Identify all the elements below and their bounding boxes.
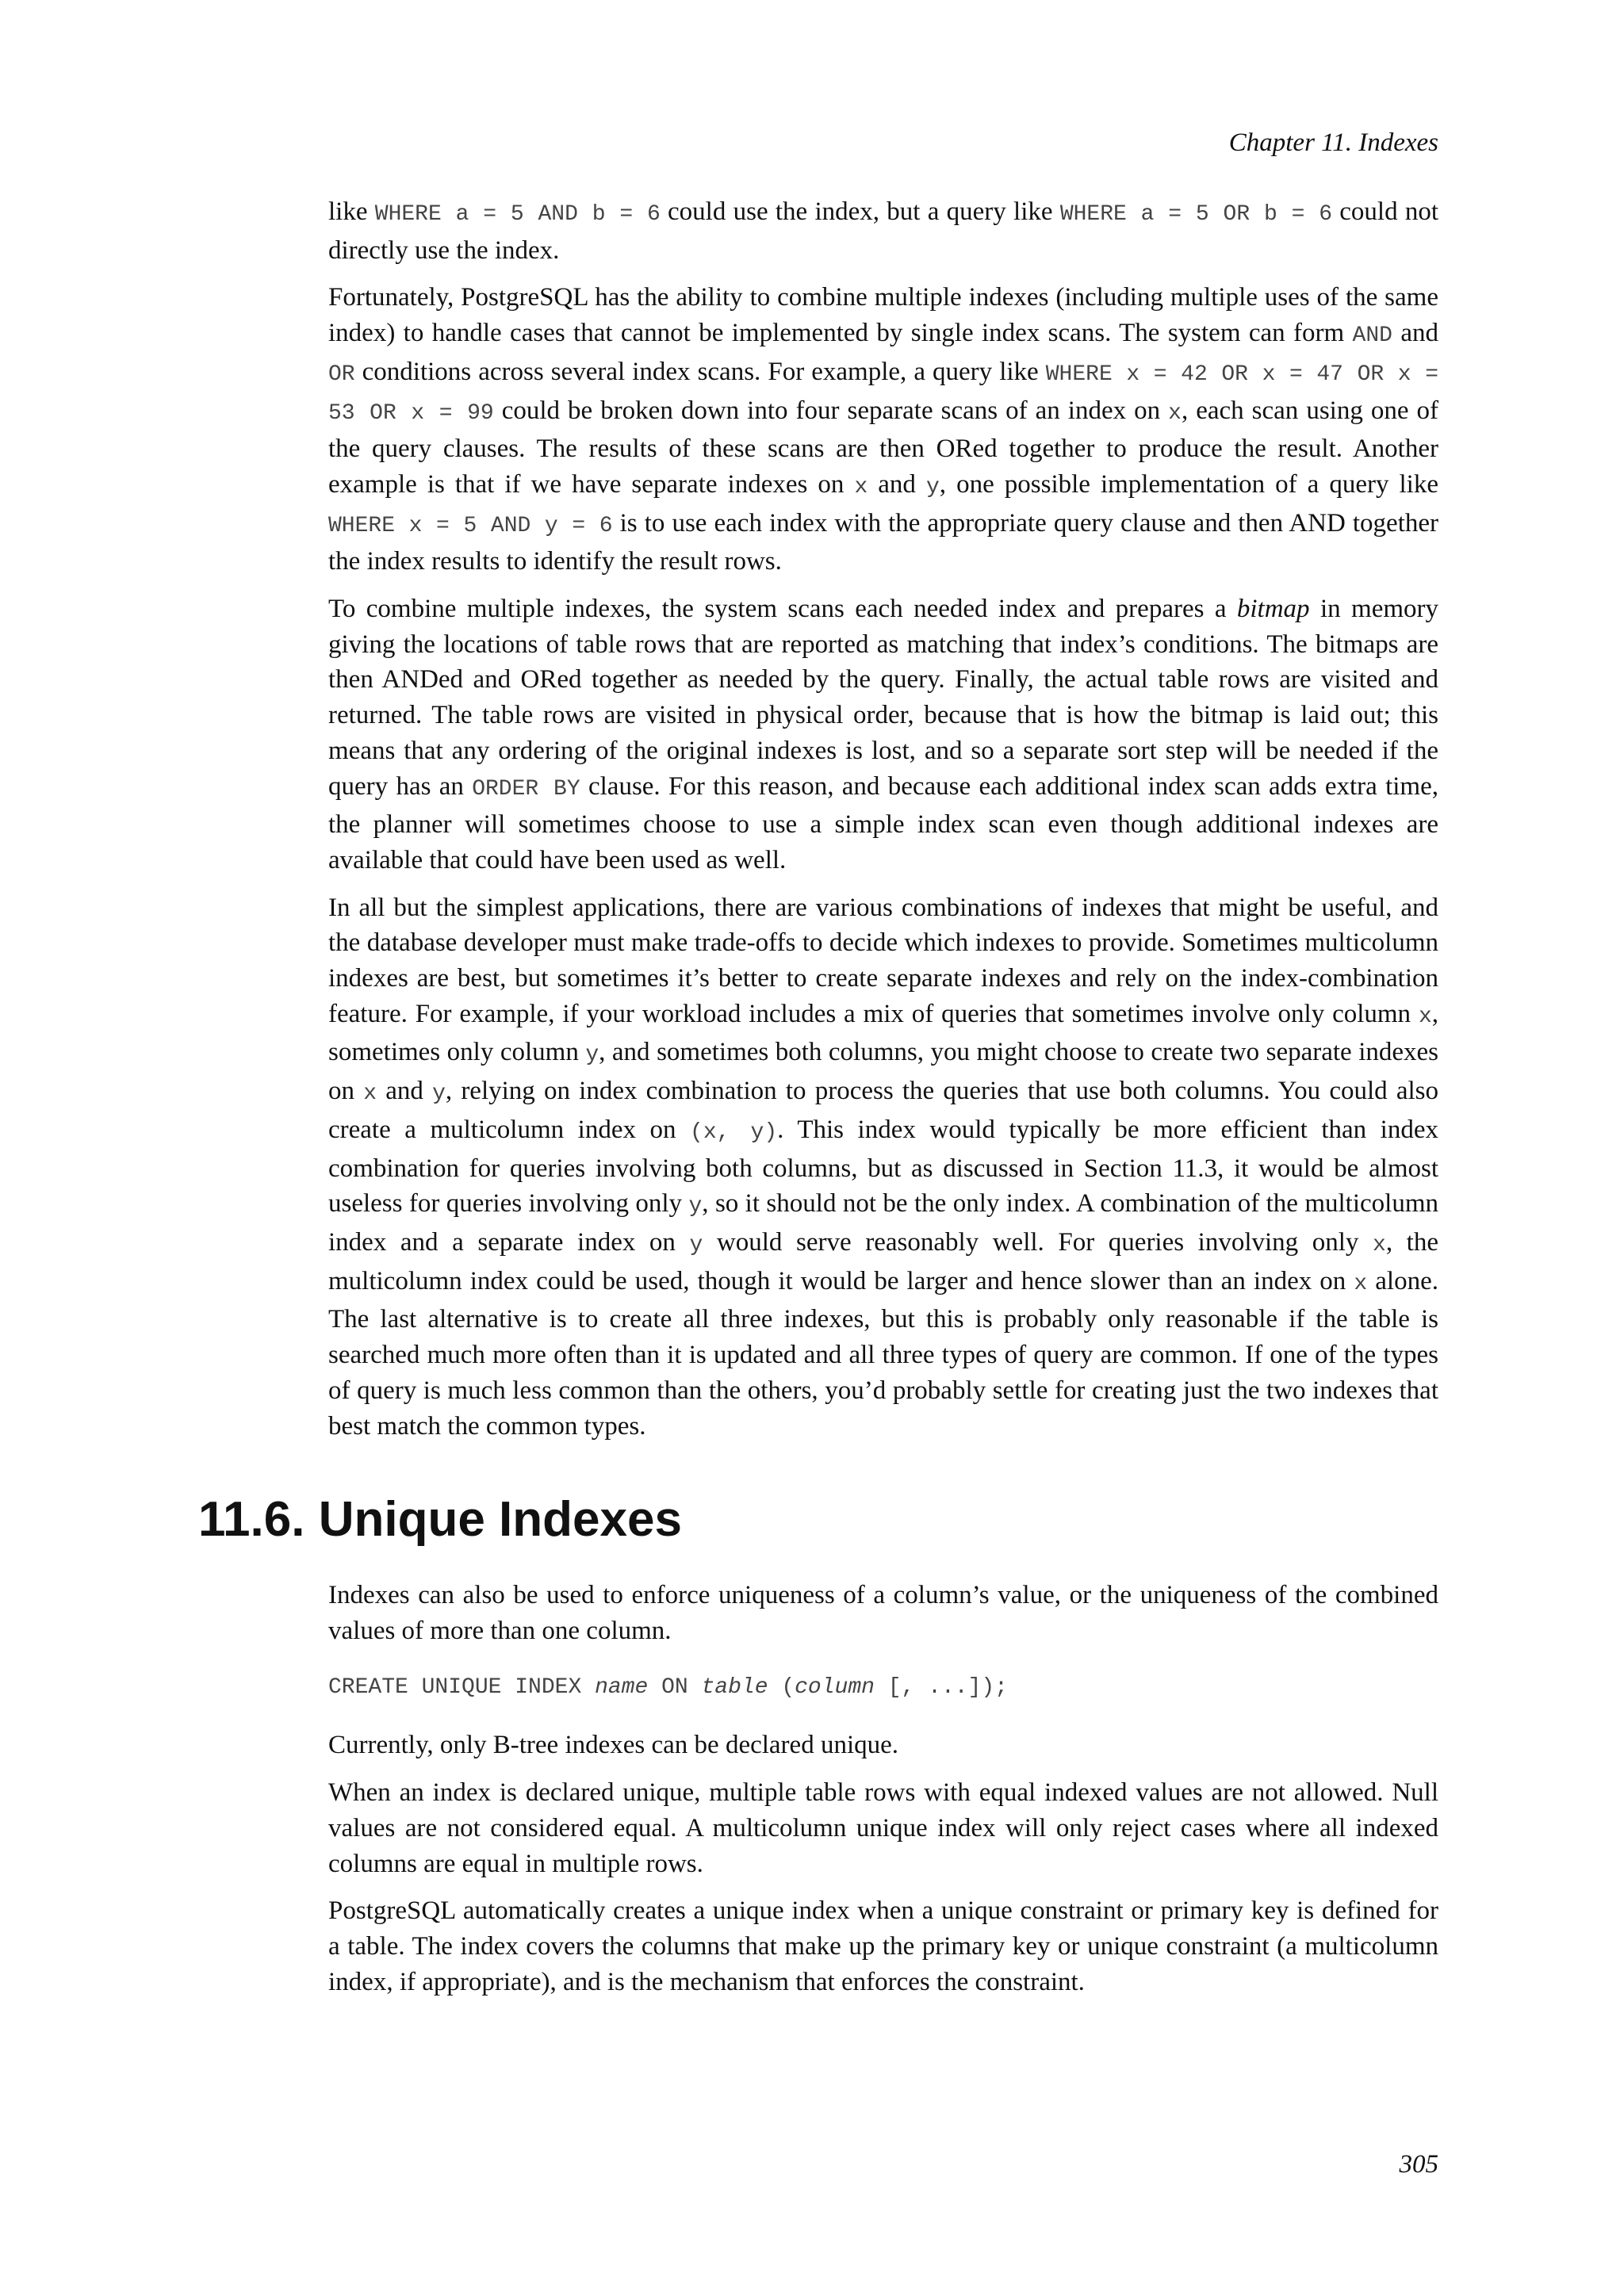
text-run: , and sometimes both columns, you might choose to create two separate indexes on [328,1038,1438,1106]
text-run: and [868,469,926,499]
code-placeholder: name [595,1675,649,1701]
inline-code: x [854,474,868,499]
code-placeholder: table [701,1675,768,1701]
paragraph-7: When an index is declared unique, multiple table rows with equal indexed values are not allowed. Null values are not considered equal. A multicolumn unique index will only reject cases where all indexed columns are equal in multiple rows. [328,1778,1438,1878]
paragraph-5: Indexes can also be used to enforce uniqueness of a column’s value, or the uniqueness of the combined values of more than one column. [328,1581,1438,1645]
text-run: , the multicolumn index could be used, though it would be larger and hence slower than an index on [328,1227,1438,1295]
code-keyword: ( [768,1675,795,1701]
inline-code: y [688,1194,703,1219]
inline-code: y [689,1232,703,1257]
text-run: and [377,1077,433,1106]
inline-code: WHERE a = 5 AND b = 6 [374,202,661,227]
paragraph-6: Currently, only B-tree indexes can be declared unique. [328,1731,899,1760]
text-run: Fortunately, PostgreSQL has the ability to combine multiple indexes (including multiple uses of the same index) to handle cases that cannot be implemented by single index scans. The system can form [328,283,1438,348]
text-run: , sometimes only column [328,999,1438,1067]
text-run: , each scan using one of the query clauses. The results of these scans are then ORed together to produce the result. Another example is that if we have separate indexes on [328,396,1438,499]
inline-code: x [363,1081,377,1107]
text-run: alone. The last alternative is to create all three indexes, but this is probably only reasonable if the table is searched much more often than it is updated and all three types of query are common. If one of the types of query is much less common than the others, you’d probably settle for creating just the two indexes that best match the common types. [328,1266,1438,1441]
running-header: Chapter 11. Indexes [1228,128,1438,157]
inline-code: y [925,474,940,499]
code-keyword: [, ...]); [874,1675,1008,1701]
text-run: and [1392,319,1438,348]
inline-code: WHERE x = 5 AND y = 6 [328,513,613,538]
inline-code: y [432,1081,446,1107]
paragraph-8: PostgreSQL automatically creates a unique index when a unique constraint or primary key is defined for a table. The index covers the columns that make up the primary key or unique constraint (a multicolumn index, if appropriate), and is the mechanism that enforces the constraint. [328,1896,1438,1996]
text-run: like [328,197,375,226]
text-run: To combine multiple indexes, the system scans each needed index and prepares a [328,595,1237,624]
inline-code: x [1373,1232,1386,1257]
page-number: 305 [1399,2150,1438,2179]
inline-code: x [1168,400,1182,426]
section-body [328,1578,1438,2011]
text-run: in memory giving the locations of table rows that are reported as matching that index’s conditions. The bitmaps are then ANDed and ORed together as needed by the query. Finally, the actual table rows are visited and returned. The table rows are visited in physical order, because that is how the bitmap is laid out; this means that any ordering of the original indexes is lost, and so a separate sort step will be needed if the query has an [328,595,1438,801]
inline-code: x [1354,1271,1368,1296]
text-run: is to use each index with the appropriate query clause and then AND together the index results to identify the result rows. [328,508,1439,576]
text-run: . This index would typically be more efficient than index combination for queries involving both columns, but as discussed in Section 11.3, it would be almost useless for queries involving only [328,1115,1438,1219]
paragraph-3 [328,591,1438,878]
text-run: clause. For this reason, and because each additional index scan adds extra time, the planner will sometimes choose to use a simple index scan even though additional indexes are available that could have been used as well. [328,771,1438,874]
code-keyword: ON [648,1675,702,1701]
paragraph-2 [328,280,1438,580]
code-keyword: CREATE UNIQUE INDEX [328,1675,596,1701]
emphasis-term: bitmap [1236,595,1310,624]
section-heading: 11.6. Unique Indexes [198,1492,682,1547]
text-run: In all but the simplest applications, there are various combinations of indexes that might be useful, and the database developer must make trade-offs to decide which indexes to provide. Sometimes multicolumn indexes are best, but sometimes it’s better to create separate indexes and rely on the index-combination feature. For example, if your workload includes a mix of queries that sometimes involve only column [328,893,1438,1028]
code-synopsis [328,1672,1438,1704]
text-run: could use the index, but a query like [660,197,1060,226]
inline-code: WHERE x = 42 OR x = 47 OR x = 53 OR x = 99 [328,362,1438,426]
text-run: could not directly use the index. [328,197,1439,265]
text-run: conditions across several index scans. For example, a query like [354,357,1046,386]
text-run: , so it should not be the only index. A combination of the multicolumn index and a separate index on [328,1189,1438,1257]
inline-code: OR [328,362,355,387]
inline-code: (x, y) [690,1119,778,1145]
code-placeholder: column [795,1675,875,1701]
inline-code: WHERE a = 5 OR b = 6 [1059,202,1332,227]
inline-code: y [585,1043,599,1068]
inline-code: ORDER BY [472,776,580,802]
paragraph-4 [328,890,1438,1445]
text-run: would serve reasonably well. For queries involving only [703,1227,1373,1257]
paragraph-1 [328,194,1438,268]
text-run: , relying on index combination to process the queries that use both columns. You could also create a multicolumn index on [328,1077,1439,1144]
body-text [328,194,1438,1456]
text-run: could be broken down into four separate scans of an index on [493,396,1169,425]
inline-code: x [1418,1004,1432,1029]
inline-code: AND [1352,323,1392,349]
text-run: , one possible implementation of a query like [939,469,1438,499]
